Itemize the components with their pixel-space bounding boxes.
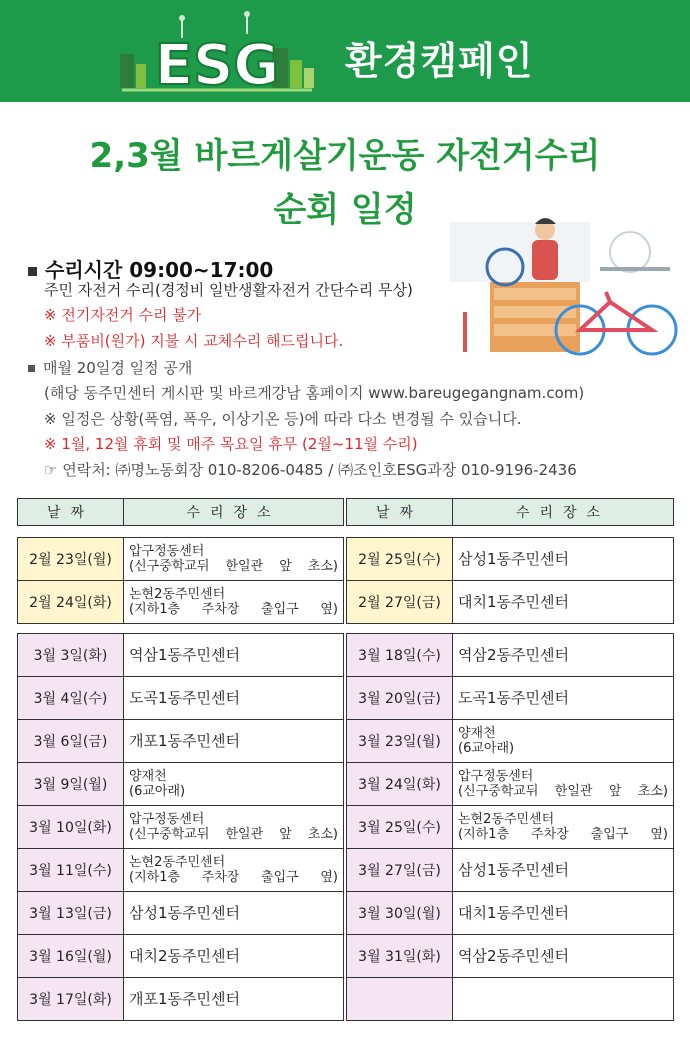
place-name: 논현2동주민센터 bbox=[129, 587, 226, 602]
contact-info: ☞ 연락처: ㈜명노동회장 010-8206-0485 / ㈜조인호ESG과장 010-9196-2436 bbox=[44, 461, 577, 479]
schedule-row bbox=[347, 581, 674, 624]
schedule-place bbox=[124, 892, 344, 935]
schedule-row bbox=[18, 806, 344, 849]
empty-cell bbox=[453, 978, 674, 1021]
schedule-row bbox=[347, 849, 674, 892]
header-right bbox=[346, 498, 674, 526]
schedule-place bbox=[453, 892, 674, 935]
place-name: 개포1동주민센터 bbox=[129, 989, 240, 1008]
schedule-date: 3월 10일(화) bbox=[18, 806, 124, 849]
schedule-date: 2월 27일(금) bbox=[347, 581, 453, 624]
schedule-date: 3월 4일(수) bbox=[18, 677, 124, 720]
schedule-place bbox=[453, 806, 674, 849]
schedule-date: 2월 24일(화) bbox=[18, 581, 124, 624]
schedule-place bbox=[124, 849, 344, 892]
place-name: 역삼2동주민센터 bbox=[458, 946, 569, 965]
schedule-date: 3월 20일(금) bbox=[347, 677, 453, 720]
schedule-date: 3월 6일(금) bbox=[18, 720, 124, 763]
feb-schedule-left bbox=[17, 537, 344, 624]
place-name: 압구정동센터 bbox=[129, 812, 205, 827]
schedule-place bbox=[453, 720, 674, 763]
schedule-date: 3월 18일(수) bbox=[347, 634, 453, 677]
holiday-notice: ※ 1월, 12월 휴회 및 매주 목요일 휴무 (2월~11월 수리) bbox=[44, 435, 418, 453]
schedule-date: 3월 13일(금) bbox=[18, 892, 124, 935]
place-detail: (지하1층 주차장 출입구 옆) bbox=[129, 870, 338, 885]
esg-logo bbox=[112, 8, 322, 94]
place-detail: (지하1층 주차장 출입구 옆) bbox=[458, 827, 668, 842]
place-name: 대치1동주민센터 bbox=[458, 592, 569, 611]
empty-cell bbox=[347, 978, 453, 1021]
change-notice: ※ 일정은 상황(폭염, 폭우, 이상기온 등)에 따라 다소 변경될 수 있습니다. bbox=[44, 410, 522, 428]
header-date: 날짜 bbox=[18, 499, 124, 526]
svg-text:ESG: ESG bbox=[154, 33, 280, 94]
schedule-place bbox=[453, 538, 674, 581]
place-name: 양재천 bbox=[458, 726, 496, 741]
note-parts-cost: ※ 부품비(원가) 지불 시 교체수리 해드립니다. bbox=[44, 332, 344, 350]
schedule-place bbox=[124, 935, 344, 978]
place-name: 양재천 bbox=[129, 769, 167, 784]
schedule-notice: 매월 20일경 일정 공개 bbox=[28, 357, 192, 378]
schedule-date: 3월 16일(월) bbox=[18, 935, 124, 978]
schedule-date: 3월 25일(수) bbox=[347, 806, 453, 849]
note-no-ebike: ※ 전기자전거 수리 불가 bbox=[44, 306, 202, 324]
header-date: 날짜 bbox=[347, 499, 453, 526]
place-detail: (신구중학교뒤 한일관 앞 초소) bbox=[129, 559, 338, 574]
schedule-row bbox=[18, 720, 344, 763]
schedule-place bbox=[124, 763, 344, 806]
schedule-place bbox=[124, 806, 344, 849]
service-description: 주민 자전거 수리(경정비 일반생활자전거 간단수리 무상) bbox=[44, 281, 413, 299]
place-name: 역삼2동주민센터 bbox=[458, 645, 569, 664]
place-name: 논현2동주민센터 bbox=[458, 812, 555, 827]
place-detail: (지하1층 주차장 출입구 옆) bbox=[129, 602, 338, 617]
header-left bbox=[17, 498, 344, 526]
place-name: 개포1동주민센터 bbox=[129, 731, 240, 750]
schedule-date: 2월 23일(월) bbox=[18, 538, 124, 581]
schedule-row-empty bbox=[347, 978, 674, 1021]
schedule-date: 3월 3일(화) bbox=[18, 634, 124, 677]
schedule-row bbox=[18, 892, 344, 935]
place-name: 삼성1동주민센터 bbox=[129, 903, 240, 922]
schedule-place bbox=[124, 720, 344, 763]
notice-detail: (해당 동주민센터 게시판 및 바르게강남 홈페이지 www.bareugegangnam.com) bbox=[44, 384, 585, 402]
bicycle-repair-illustration bbox=[430, 212, 680, 362]
schedule-row bbox=[18, 581, 344, 624]
schedule-place bbox=[124, 634, 344, 677]
schedule-place bbox=[453, 935, 674, 978]
schedule-row bbox=[18, 634, 344, 677]
schedule-place bbox=[124, 538, 344, 581]
schedule-place bbox=[124, 677, 344, 720]
place-name: 역삼1동주민센터 bbox=[129, 645, 240, 664]
schedule-row bbox=[347, 634, 674, 677]
place-detail: (6교아래) bbox=[458, 741, 515, 756]
schedule-date: 3월 31일(화) bbox=[347, 935, 453, 978]
schedule-row bbox=[347, 677, 674, 720]
schedule-date: 2월 25일(수) bbox=[347, 538, 453, 581]
schedule-place bbox=[453, 763, 674, 806]
schedule-place bbox=[124, 581, 344, 624]
schedule-row bbox=[347, 720, 674, 763]
schedule-date: 3월 24일(화) bbox=[347, 763, 453, 806]
schedule-row bbox=[18, 978, 344, 1021]
header-place: 수리장소 bbox=[453, 499, 674, 526]
schedule-row bbox=[347, 892, 674, 935]
place-detail: (6교아래) bbox=[129, 784, 186, 799]
place-name: 논현2동주민센터 bbox=[129, 855, 226, 870]
schedule-row bbox=[18, 677, 344, 720]
place-name: 압구정동센터 bbox=[458, 769, 534, 784]
mar-schedule-left bbox=[17, 633, 344, 1021]
page-title-line1: 2,3월 바르게살기운동 자전거수리 bbox=[89, 136, 601, 176]
place-name: 압구정동센터 bbox=[129, 544, 205, 559]
schedule-place bbox=[124, 978, 344, 1021]
page-title-line2: 순회 일정 bbox=[273, 190, 417, 230]
top-banner bbox=[0, 0, 690, 102]
schedule-date: 3월 27일(금) bbox=[347, 849, 453, 892]
feb-schedule-right bbox=[346, 537, 674, 624]
header-place: 수리장소 bbox=[124, 499, 344, 526]
schedule-row bbox=[347, 538, 674, 581]
schedule-date: 3월 9일(월) bbox=[18, 763, 124, 806]
place-name: 도곡1동주민센터 bbox=[129, 688, 240, 707]
place-name: 대치2동주민센터 bbox=[129, 946, 240, 965]
schedule-date: 3월 30일(월) bbox=[347, 892, 453, 935]
schedule-row bbox=[347, 763, 674, 806]
schedule-row bbox=[347, 935, 674, 978]
schedule-row bbox=[18, 849, 344, 892]
place-detail: (신구중학교뒤 한일관 앞 초소) bbox=[129, 827, 338, 842]
place-name: 삼성1동주민센터 bbox=[458, 549, 569, 568]
schedule-place bbox=[453, 677, 674, 720]
schedule-place bbox=[453, 849, 674, 892]
mar-schedule-right bbox=[346, 633, 674, 1021]
bullet-square-icon bbox=[28, 365, 35, 372]
schedule-place bbox=[453, 634, 674, 677]
place-name: 삼성1동주민센터 bbox=[458, 860, 569, 879]
schedule-date: 3월 11일(수) bbox=[18, 849, 124, 892]
schedule-row bbox=[347, 806, 674, 849]
schedule-date: 3월 23일(월) bbox=[347, 720, 453, 763]
schedule-date: 3월 17일(화) bbox=[18, 978, 124, 1021]
place-name: 대치1동주민센터 bbox=[458, 903, 569, 922]
schedule-place bbox=[453, 581, 674, 624]
schedule-row bbox=[18, 763, 344, 806]
repair-hours: 수리시간 09:00~17:00 bbox=[28, 254, 273, 283]
bullet-square-icon bbox=[28, 267, 37, 276]
place-detail: (신구중학교뒤 한일관 앞 초소) bbox=[458, 784, 668, 799]
place-name: 도곡1동주민센터 bbox=[458, 688, 569, 707]
campaign-title: 환경캠페인 bbox=[345, 39, 534, 83]
schedule-row bbox=[18, 935, 344, 978]
schedule-row bbox=[18, 538, 344, 581]
